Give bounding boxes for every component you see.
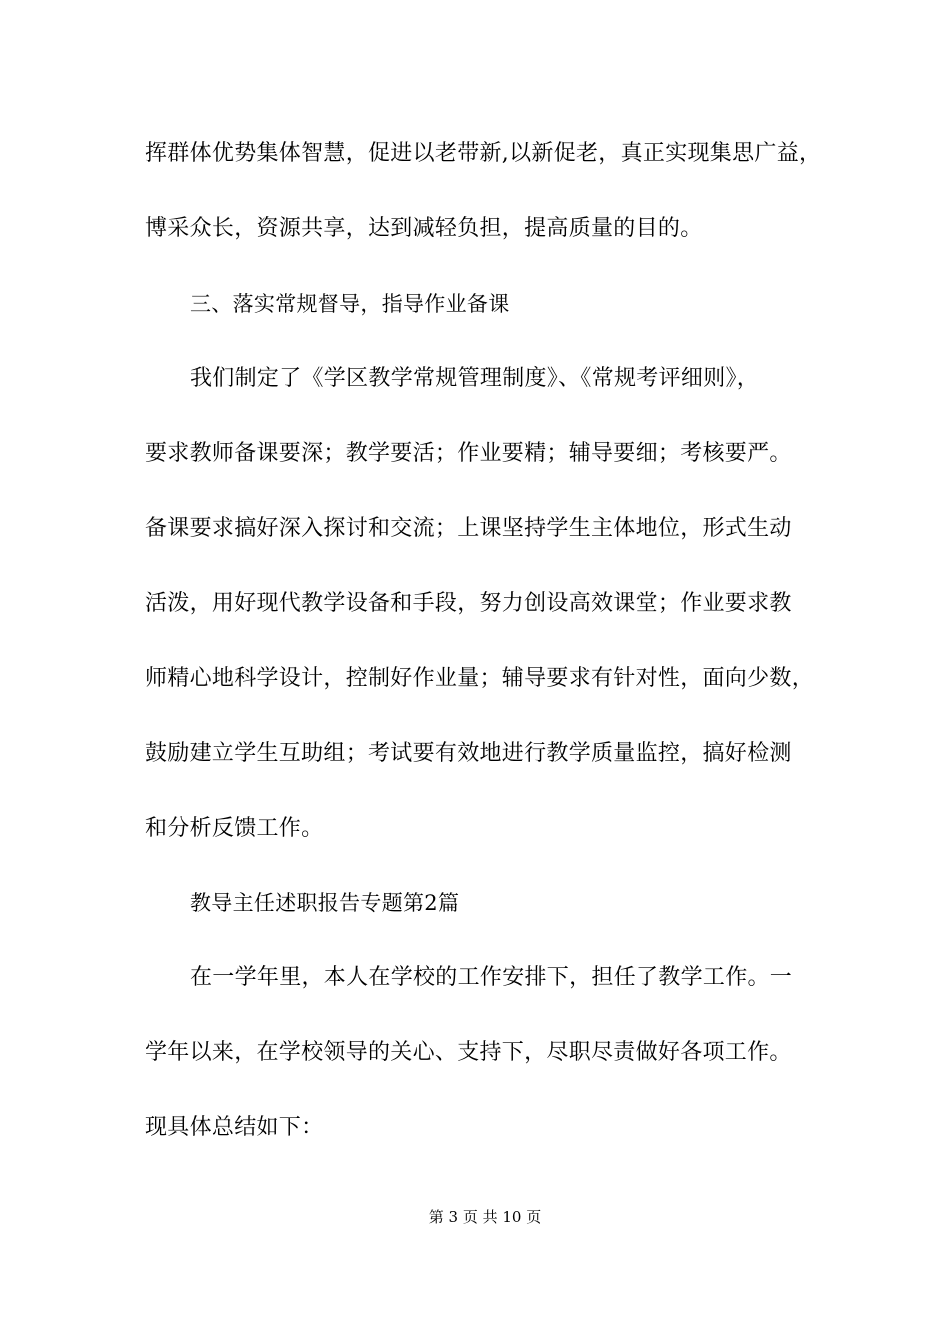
paragraph-line: 鼓励建立学生互助组；考试要有效地进行教学质量监控，搞好检测 [145, 741, 792, 766]
paragraph-line: 博采众长，资源共享，达到减轻负担，提高质量的目的。 [145, 216, 703, 241]
paragraph-line: 活泼，用好现代教学设备和手段，努力创设高效课堂；作业要求教 [145, 591, 792, 616]
paragraph-line: 学年以来，在学校领导的关心、支持下，尽职尽责做好各项工作。 [145, 1040, 792, 1065]
paragraph-line: 挥群体优势集体智慧，促进以老带新,以新促老，真正实现集思广益， [145, 141, 822, 166]
paragraph-line: 我们制定了《学区教学常规管理制度》、《常规考评细则》， [190, 366, 760, 391]
paragraph-line: 现具体总结如下： [145, 1115, 324, 1140]
paragraph-line: 要求教师备课要深；教学要活；作业要精；辅导要细；考核要严。 [145, 441, 792, 466]
page-footer: 第 3 页 共 10 页 [428, 1208, 542, 1226]
section-heading: 三、落实常规督导，指导作业备课 [190, 292, 510, 316]
paragraph-line: 师精心地科学设计，控制好作业量；辅导要求有针对性，面向少数， [145, 666, 815, 691]
paragraph-line: 在一学年里，本人在学校的工作安排下，担任了教学工作。一 [190, 965, 793, 990]
paragraph-line: 和分析反馈工作。 [145, 816, 324, 841]
section-title: 教导主任述职报告专题第2篇 [190, 891, 460, 915]
paragraph-line: 备课要求搞好深入探讨和交流；上课坚持学生主体地位，形式生动 [145, 516, 792, 541]
